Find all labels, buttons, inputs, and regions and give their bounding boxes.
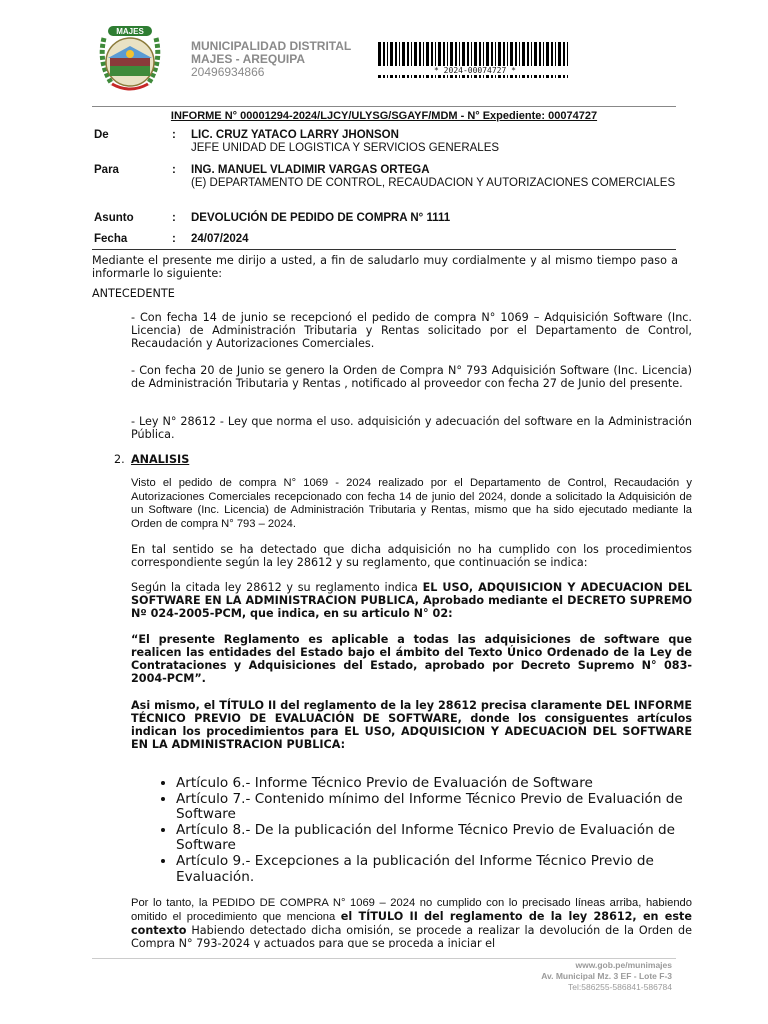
meta-label: Fecha — [94, 233, 128, 245]
org-ruc: 20496934866 — [191, 65, 265, 79]
law-text-bold: EL USO, ADQUISICION Y ADECUACION DEL SOFTWARE EN LA ADMINISTRACION PUBLICA, Aprobado mediante el DECRETO SUPREMO Nº 024-2005-PCM, que indica, en su articulo N° 02: — [131, 581, 693, 620]
meta-colon: : — [172, 212, 176, 224]
meta-label: Para — [94, 164, 119, 176]
barcode-number: * 2024-00074727 * — [378, 66, 572, 75]
footer-phone: Tel:586255-586841-586784 — [568, 982, 672, 992]
date: 24/07/2024 — [191, 233, 249, 245]
organization-block — [191, 40, 351, 79]
list-item: • Artículo 8.- De la publicación del Informe Técnico Previo de Evaluación de Software — [176, 823, 716, 854]
sender-name: LIC. CRUZ YATACO LARRY JHONSON — [191, 129, 399, 141]
footer-divider — [92, 958, 676, 959]
list-item: • Artículo 9.- Excepciones a la publicación del Informe Técnico Previo de Evaluación. — [176, 854, 716, 885]
meta-value — [191, 129, 681, 155]
org-location: MAJES - AREQUIPA — [191, 52, 306, 66]
conclusion-text: Por lo tanto, la PEDIDO DE COMPRA N° 1069 – 2024 no cumplido con lo precisado líneas arriba, habiendo omitido el procedimiento que menciona — [131, 897, 692, 923]
antecedente-item: - Con fecha 14 de junio se recepcionó el pedido de compra N° 1069 – Adquisición Software (Inc. Licencia) de Administración Tributaria y Rentas solicitado por el Departamento de Control, Recaudación y Autorizaciones Comerciales. — [131, 311, 692, 350]
law-text: Según la citada ley 28612 y su reglamento indica — [131, 581, 423, 594]
meta-colon: : — [172, 233, 176, 245]
intro-paragraph: Mediante el presente me dirijo a usted, a fin de saludarlo muy cordialmente y al mismo tiempo paso a informarle lo siguiente: — [92, 254, 678, 280]
footer — [380, 960, 672, 993]
section-number: 2. — [114, 453, 125, 466]
seal-label: MAJES — [116, 27, 144, 36]
header-divider — [92, 106, 676, 107]
report-title: INFORME N° 00001294-2024/LJCY/ULYSG/SGAYF/MDM - N° Expediente: 00074727 — [170, 110, 598, 122]
meta-divider — [92, 249, 676, 250]
analysis-paragraph: En tal sentido se ha detectado que dicha adquisición no ha cumplido con los procedimientos correspondiente según la ley 28612 y su reglamento, que continuación se indica: — [131, 543, 692, 569]
antecedente-item: - Con fecha 20 de Junio se genero la Orden de Compra N° 793 Adquisición Software (Inc. Licencia) de Administración Tributaria y Rentas , notificado al proveedor con fecha 27 de Junio del presente. — [131, 364, 692, 390]
law-paragraph — [131, 581, 692, 620]
antecedente-item: - Ley N° 28612 - Ley que norma el uso. adquisición y adecuación del software en la Administración Pública. — [131, 415, 692, 441]
recipient-role: (E) DEPARTAMENTO DE CONTROL, RECAUDACION Y AUTORIZACIONES COMERCIALES — [191, 177, 676, 189]
org-name: MUNICIPALIDAD DISTRITAL — [191, 39, 352, 53]
meta-colon: : — [172, 164, 176, 176]
list-item: • Artículo 6.- Informe Técnico Previo de Evaluación de Software — [176, 776, 716, 792]
sender-role: JEFE UNIDAD DE LOGISTICA Y SERVICIOS GENERALES — [191, 142, 500, 154]
analisis-heading: ANALISIS — [131, 453, 190, 466]
meta-colon: : — [172, 129, 176, 141]
conclusion-text-bold: el TÍTULO II del reglamento de la ley 28612, en este contexto — [131, 910, 692, 937]
conclusion-text: Habiendo detectado dicha omisión, se procede a realizar la devolución de la Orden de Compra N° 793-2024 y actuados para que se proceda a iniciar el — [131, 924, 692, 948]
antecedente-heading: ANTECEDENTE — [92, 287, 175, 300]
list-item: • Artículo 7.- Contenido mínimo del Informe Técnico Previo de Evaluación de Software — [176, 792, 716, 823]
footer-address: Av. Municipal Mz. 3 EF - Lote F-3 — [541, 971, 672, 981]
footer-website: www.gob.pe/munimajes — [575, 960, 672, 970]
conclusion-paragraph — [131, 896, 692, 948]
meta-value — [191, 164, 681, 190]
analysis-paragraph: Visto el pedido de compra N° 1069 - 2024 realizado por el Departamento de Control, Recaudación y Autorizaciones Comerciales recepcionado con fecha 14 de junio del 2024, donde a solicitado la Adquisición de un Software (Inc. Licencia) de Administración Tributaria y Rentas, mismo que ha sido ejecutado mediante la Orden de compra N° 793 – 2024. — [131, 477, 692, 530]
articles-list — [158, 776, 716, 885]
recipient-name: ING. MANUEL VLADIMIR VARGAS ORTEGA — [191, 164, 430, 176]
quote-paragraph: “El presente Reglamento es aplicable a todas las adquisiciones de software que realicen las entidades del Estado bajo el ámbito del Texto Único Ordenado de la Ley de Contrataciones y Adquisiciones del Estado, aprobado por Decreto Supremo N° 083-2004-PCM”. — [131, 633, 692, 685]
meta-label: Asunto — [94, 212, 134, 224]
subject: DEVOLUCIÓN DE PEDIDO DE COMPRA N° 1111 — [191, 212, 451, 224]
municipal-seal-logo — [90, 18, 170, 98]
title-ii-paragraph: Asi mismo, el TÍTULO II del reglamento de la ley 28612 precisa claramente DEL INFORME TÉCNICO PREVIO DE EVALUACIÓN DE SOFTWARE, donde los consiguentes artículos indican los procedimientos para EL USO, ADQUISICION Y ADECUACION DEL SOFTWARE EN LA ADMINISTRACION PUBLICA: — [131, 699, 692, 751]
meta-label: De — [94, 129, 109, 141]
